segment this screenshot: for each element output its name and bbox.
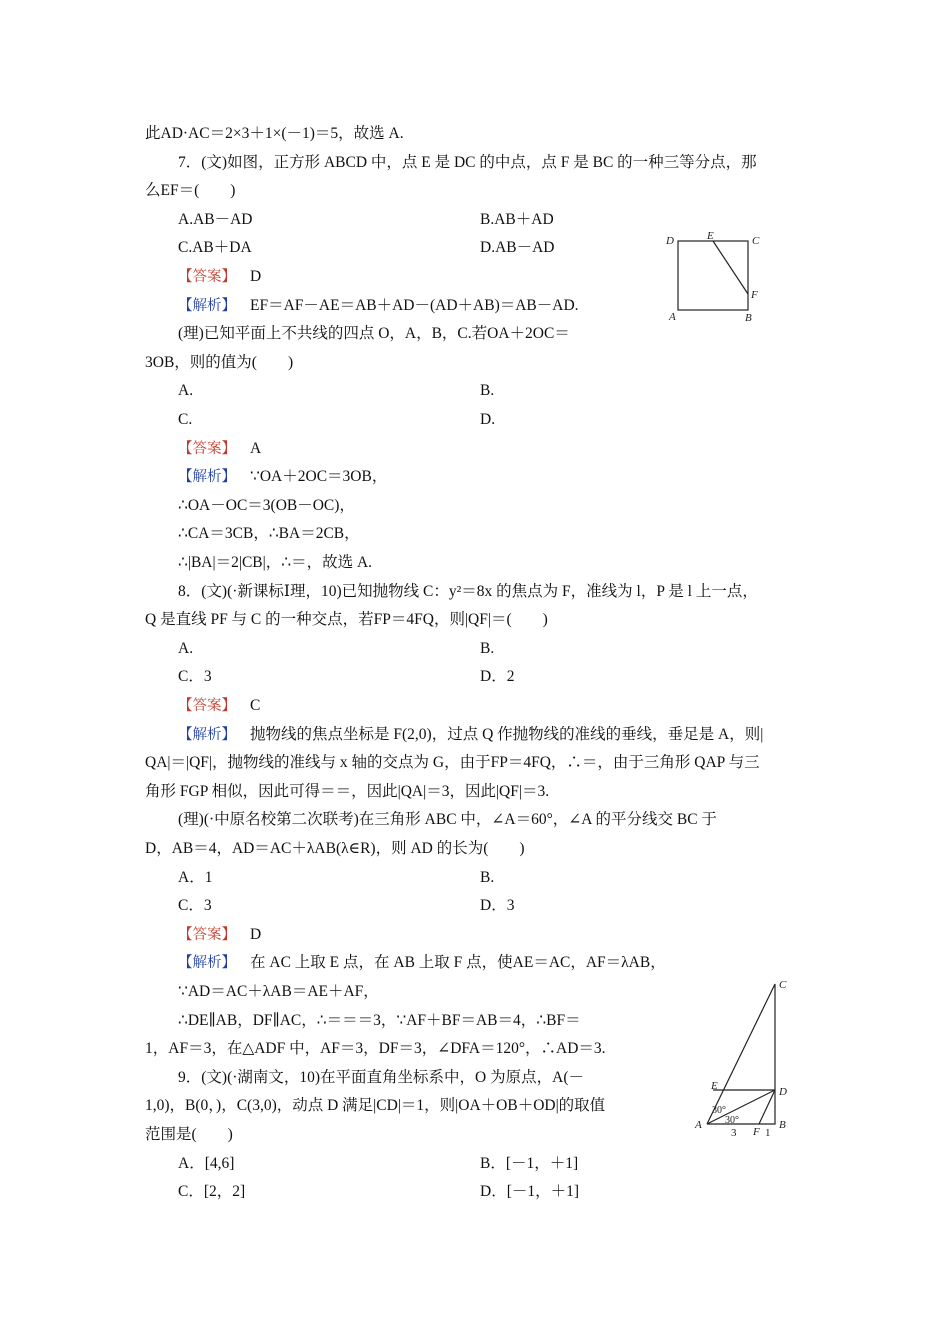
line-text: QA|＝|QF|，抛物线的准线与 x 轴的交点为 G，由于FP＝4FQ，∴＝，由于三角形 QAP 与三: [145, 754, 760, 772]
text-line: [145, 1125, 233, 1145]
line-text: ∴OA－OC＝3(OB－OC)，: [178, 496, 355, 514]
option-column-2: B．[－1，＋1]: [480, 1154, 579, 1172]
text-line: [178, 696, 260, 716]
analysis-tag: 【解析】: [178, 469, 236, 486]
text-line: [145, 353, 293, 373]
line-text: Q 是直线 PF 与 C 的一种交点，若FP＝4FQ，则|QF|＝( ): [145, 611, 548, 629]
text-line: [178, 1068, 584, 1088]
option-column-2: B.: [480, 382, 495, 400]
text-line: [178, 1011, 581, 1031]
text-line: [178, 953, 666, 973]
analysis-tag: 【解析】: [178, 955, 236, 972]
line-text: 3OB，则的值为( ): [145, 353, 294, 371]
text-line: [145, 124, 404, 144]
answer-tag: 【答案】: [178, 698, 236, 714]
line-text: 1,0)，B(0，)，C(3,0)，动点 D 满足|CD|＝1，则|OA＋OB＋OD|的取值: [145, 1097, 606, 1115]
text-line: [178, 925, 261, 945]
label-f: F: [751, 289, 758, 301]
angle-label-1: 30°: [712, 1105, 726, 1116]
text-line: [178, 238, 252, 258]
label-d: D: [779, 1086, 787, 1098]
text-line: [178, 410, 192, 430]
label-b: B: [745, 312, 752, 324]
line-text: C: [250, 697, 261, 714]
line-text: 么EF＝( ): [145, 182, 236, 200]
label-c: C: [752, 235, 760, 247]
text-line: [145, 782, 549, 802]
line-text: 范围是( ): [145, 1126, 233, 1143]
line-text: C．3: [178, 897, 212, 915]
text-line: [145, 610, 548, 630]
option-column-2: D.AB－AD: [480, 239, 555, 257]
text-line: [145, 1096, 605, 1116]
text-line: [178, 210, 253, 230]
label-b: B: [779, 1119, 786, 1131]
text-line: [178, 324, 570, 344]
length-label-1: 1: [765, 1127, 771, 1137]
text-line: [178, 496, 355, 516]
option-column-2: D．2: [480, 668, 515, 686]
line-text: C．3: [178, 668, 212, 686]
text-line: [145, 753, 760, 773]
option-column-2: D.: [480, 411, 496, 428]
line-text: (理)(·中原名校第二次联考)在三角形 ABC 中，∠A＝60°，∠A 的平分线交 BC 于: [178, 811, 717, 829]
text-line: [178, 582, 758, 602]
line-text: 1，AF＝3，在△ADF 中，AF＝3，DF＝3，∠DFA＝120°，∴AD＝3.: [145, 1040, 606, 1058]
text-line: [178, 524, 360, 544]
line-text: A．1: [178, 868, 213, 886]
text-line: [178, 982, 379, 1002]
answer-tag: 【答案】: [178, 440, 236, 457]
segment-ef: [713, 241, 748, 294]
length-label-3: 3: [731, 1127, 737, 1137]
text-line: [145, 1039, 606, 1059]
line-text: A.AB－AD: [178, 210, 253, 228]
text-line: [145, 839, 525, 859]
square-figure: [664, 228, 764, 328]
line-text: ∴|BA|＝2|CB|，∴＝，故选 A.: [178, 554, 373, 571]
text-line: [178, 725, 763, 745]
option-column-2: B.: [480, 868, 495, 886]
line-text: 7．(文)如图，正方形 ABCD 中，点 E 是 DC 的中点，点 F 是 BC 的一种三等分点，那: [178, 153, 757, 171]
label-a: A: [695, 1119, 702, 1131]
label-c: C: [779, 979, 787, 991]
option-column-2: D．3: [480, 897, 515, 915]
option-column-2: D．[－1，＋1]: [480, 1183, 580, 1201]
line-text: A.: [178, 382, 194, 400]
line-text: C.: [178, 411, 193, 428]
line-text: 在 AC 上取 E 点，在 AB 上取 F 点，使AE＝AC，AF＝λAB，: [250, 954, 666, 972]
line-text: D: [250, 268, 262, 285]
text-line: [178, 439, 261, 459]
line-text: A．[4,6]: [178, 1154, 235, 1172]
text-line: [178, 667, 212, 687]
option-column-2: B.AB＋AD: [480, 210, 554, 228]
line-text: 抛物线的焦点坐标是 F(2,0)，过点 Q 作抛物线的准线的垂线，垂足是 A，则|: [250, 725, 764, 743]
line-text: EF＝AF－AE＝AB＋AD－(AD＋AB)＝AB－AD.: [250, 296, 579, 314]
analysis-tag: 【解析】: [178, 726, 236, 743]
angle-label-2: 30°: [725, 1115, 739, 1126]
line-text: ∴CA＝3CB，∴BA＝2CB，: [178, 525, 360, 543]
text-line: [178, 467, 387, 487]
line-text: (理)已知平面上不共线的四点 O，A，B，C.若OA＋2OC＝: [178, 325, 570, 343]
text-line: [178, 896, 212, 916]
line-text: 角形 FGP 相似，因此可得＝＝，因此|QA|＝3，因此|QF|＝3.: [145, 782, 550, 800]
answer-tag: 【答案】: [178, 926, 236, 943]
label-a: A: [669, 311, 676, 323]
text-line: [178, 1182, 245, 1202]
text-line: [178, 553, 372, 573]
text-line: [178, 296, 579, 316]
line-text: ∵AD＝AC＋λAB＝AE＋AF，: [178, 983, 379, 1000]
label-f: F: [753, 1126, 760, 1137]
line-text: 8．(文)(·新课标Ⅰ理，10)已知抛物线 C：y²＝8x 的焦点为 F，准线为 l，P 是 l 上一点，: [178, 582, 758, 600]
text-line: [178, 1154, 234, 1174]
label-e: E: [711, 1080, 718, 1092]
triangle-figure: [693, 972, 803, 1137]
line-text: D: [250, 925, 262, 943]
line-text: C．[2，2]: [178, 1183, 246, 1201]
line-text: ∵OA＋2OC＝3OB，: [250, 468, 388, 486]
line-text: C.AB＋DA: [178, 239, 252, 257]
line-text: 此AD·AC＝2×3＋1×(－1)＝5，故选 A.: [145, 125, 404, 142]
line-text: A.: [178, 639, 194, 657]
option-column-2: B.: [480, 639, 495, 657]
text-line: [178, 267, 261, 287]
triangle-outline: [707, 984, 775, 1124]
text-line: [178, 639, 193, 659]
text-line: [145, 181, 235, 201]
text-line: [178, 868, 212, 888]
line-text: D，AB＝4，AD＝AC＋λAB(λ∈R)，则 AD 的长为( ): [145, 840, 525, 857]
line-text: A: [250, 439, 262, 457]
label-d: D: [666, 235, 674, 247]
text-line: [178, 810, 717, 830]
analysis-tag: 【解析】: [178, 297, 236, 314]
text-line: [178, 381, 193, 401]
answer-tag: 【答案】: [178, 269, 236, 285]
line-text: 9．(文)(·湖南文，10)在平面直角坐标系中，O 为原点，A(－: [178, 1068, 584, 1086]
text-line: [178, 153, 757, 173]
segment-df: [759, 1090, 775, 1124]
square-outline: [678, 241, 748, 310]
label-e: E: [707, 230, 714, 242]
line-text: ∴DE∥AB，DF∥AC，∴＝＝＝3，∵AF＋BF＝AB＝4，∴BF＝: [178, 1011, 581, 1029]
